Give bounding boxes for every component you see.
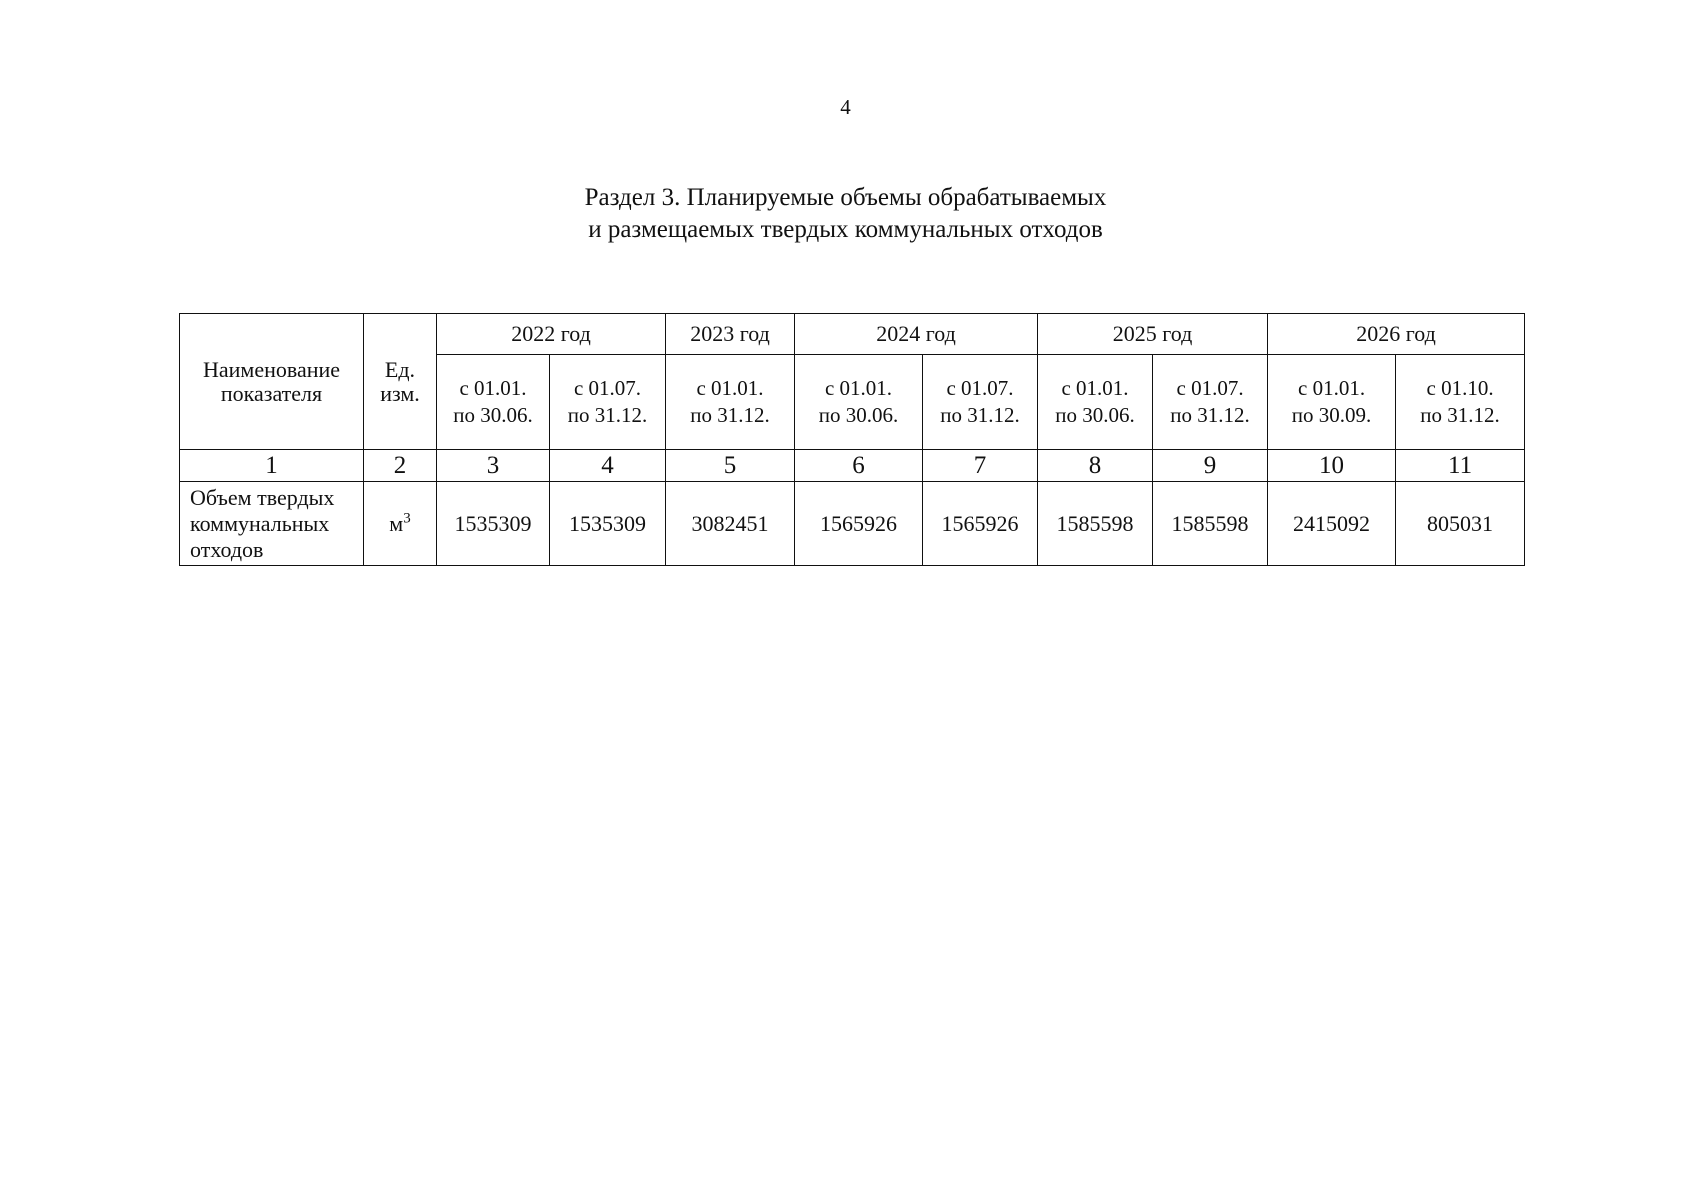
volumes-table-wrapper [179, 313, 1524, 566]
column-number: 9 [1153, 450, 1268, 482]
header-period-col-6 [795, 355, 923, 450]
header-period-col-10 [1268, 355, 1396, 450]
header-indicator-name-line-2: показателя [220, 380, 323, 406]
column-number: 7 [923, 450, 1038, 482]
volumes-table [179, 313, 1525, 566]
column-number: 5 [666, 450, 795, 482]
header-period-col-9 [1153, 355, 1268, 450]
header-year-2026: 2026 год [1268, 314, 1525, 355]
table-row [180, 482, 1525, 566]
section-title-line-2: и размещаемых твердых коммунальных отходов [588, 216, 1103, 243]
row-indicator-name-line-2: коммунальных [190, 510, 330, 536]
period-from: с 01.07. [573, 376, 642, 400]
header-period-col-11 [1396, 355, 1525, 450]
column-number: 11 [1396, 450, 1525, 482]
header-indicator-name [180, 314, 364, 450]
period-from: с 01.10. [1426, 376, 1494, 400]
period-to: по 30.06. [453, 403, 533, 427]
section-title [0, 182, 1691, 246]
period-from: с 01.07. [946, 376, 1014, 400]
header-period-col-3 [437, 355, 550, 450]
header-year-2025: 2025 год [1038, 314, 1268, 355]
header-unit-line-2: изм. [380, 380, 420, 406]
value-cell: 2415092 [1268, 482, 1396, 566]
column-number: 8 [1038, 450, 1153, 482]
table-header-years-row [180, 314, 1525, 355]
column-number: 4 [550, 450, 666, 482]
row-unit [364, 482, 437, 566]
period-to: по 31.12. [1420, 403, 1500, 427]
value-cell: 805031 [1396, 482, 1525, 566]
value-cell: 3082451 [666, 482, 795, 566]
period-from: с 01.01. [696, 376, 764, 400]
period-from: с 01.01. [459, 376, 527, 400]
column-number: 3 [437, 450, 550, 482]
header-year-2023: 2023 год [666, 314, 795, 355]
header-year-2022: 2022 год [437, 314, 666, 355]
value-cell: 1535309 [550, 482, 666, 566]
header-unit-line-1: Ед. [384, 356, 416, 382]
header-period-col-7 [923, 355, 1038, 450]
period-to: по 31.12. [1170, 403, 1250, 427]
page-number: 4 [840, 95, 851, 119]
unit-exponent: 3 [403, 510, 411, 527]
row-indicator-name [180, 482, 364, 566]
value-cell: 1565926 [795, 482, 923, 566]
period-from: с 01.01. [1061, 376, 1129, 400]
period-from: с 01.01. [1298, 376, 1366, 400]
row-indicator-name-line-3: отходов [190, 536, 264, 562]
header-period-col-5 [666, 355, 795, 450]
period-from: с 01.01. [824, 376, 893, 400]
table-column-numbers-row [180, 450, 1525, 482]
column-number: 6 [795, 450, 923, 482]
header-indicator-name-line-1: Наименование [202, 356, 341, 382]
period-to: по 31.12. [940, 403, 1020, 427]
period-to: по 30.09. [1291, 403, 1372, 427]
value-cell: 1585598 [1038, 482, 1153, 566]
column-number: 2 [364, 450, 437, 482]
period-to: по 30.06. [818, 403, 899, 427]
period-to: по 31.12. [567, 403, 648, 427]
row-indicator-name-line-1: Объем твердых [190, 484, 335, 510]
value-cell: 1585598 [1153, 482, 1268, 566]
header-period-col-4 [550, 355, 666, 450]
header-year-2024: 2024 год [795, 314, 1038, 355]
period-to: по 31.12. [690, 403, 770, 427]
period-to: по 30.06. [1055, 403, 1135, 427]
section-title-line-1: Раздел 3. Планируемые объемы обрабатываемых [584, 184, 1107, 211]
value-cell: 1565926 [923, 482, 1038, 566]
column-number: 1 [180, 450, 364, 482]
period-from: с 01.07. [1176, 376, 1244, 400]
unit-base: м [389, 510, 404, 536]
header-period-col-8 [1038, 355, 1153, 450]
column-number: 10 [1268, 450, 1396, 482]
value-cell: 1535309 [437, 482, 550, 566]
header-unit [364, 314, 437, 450]
